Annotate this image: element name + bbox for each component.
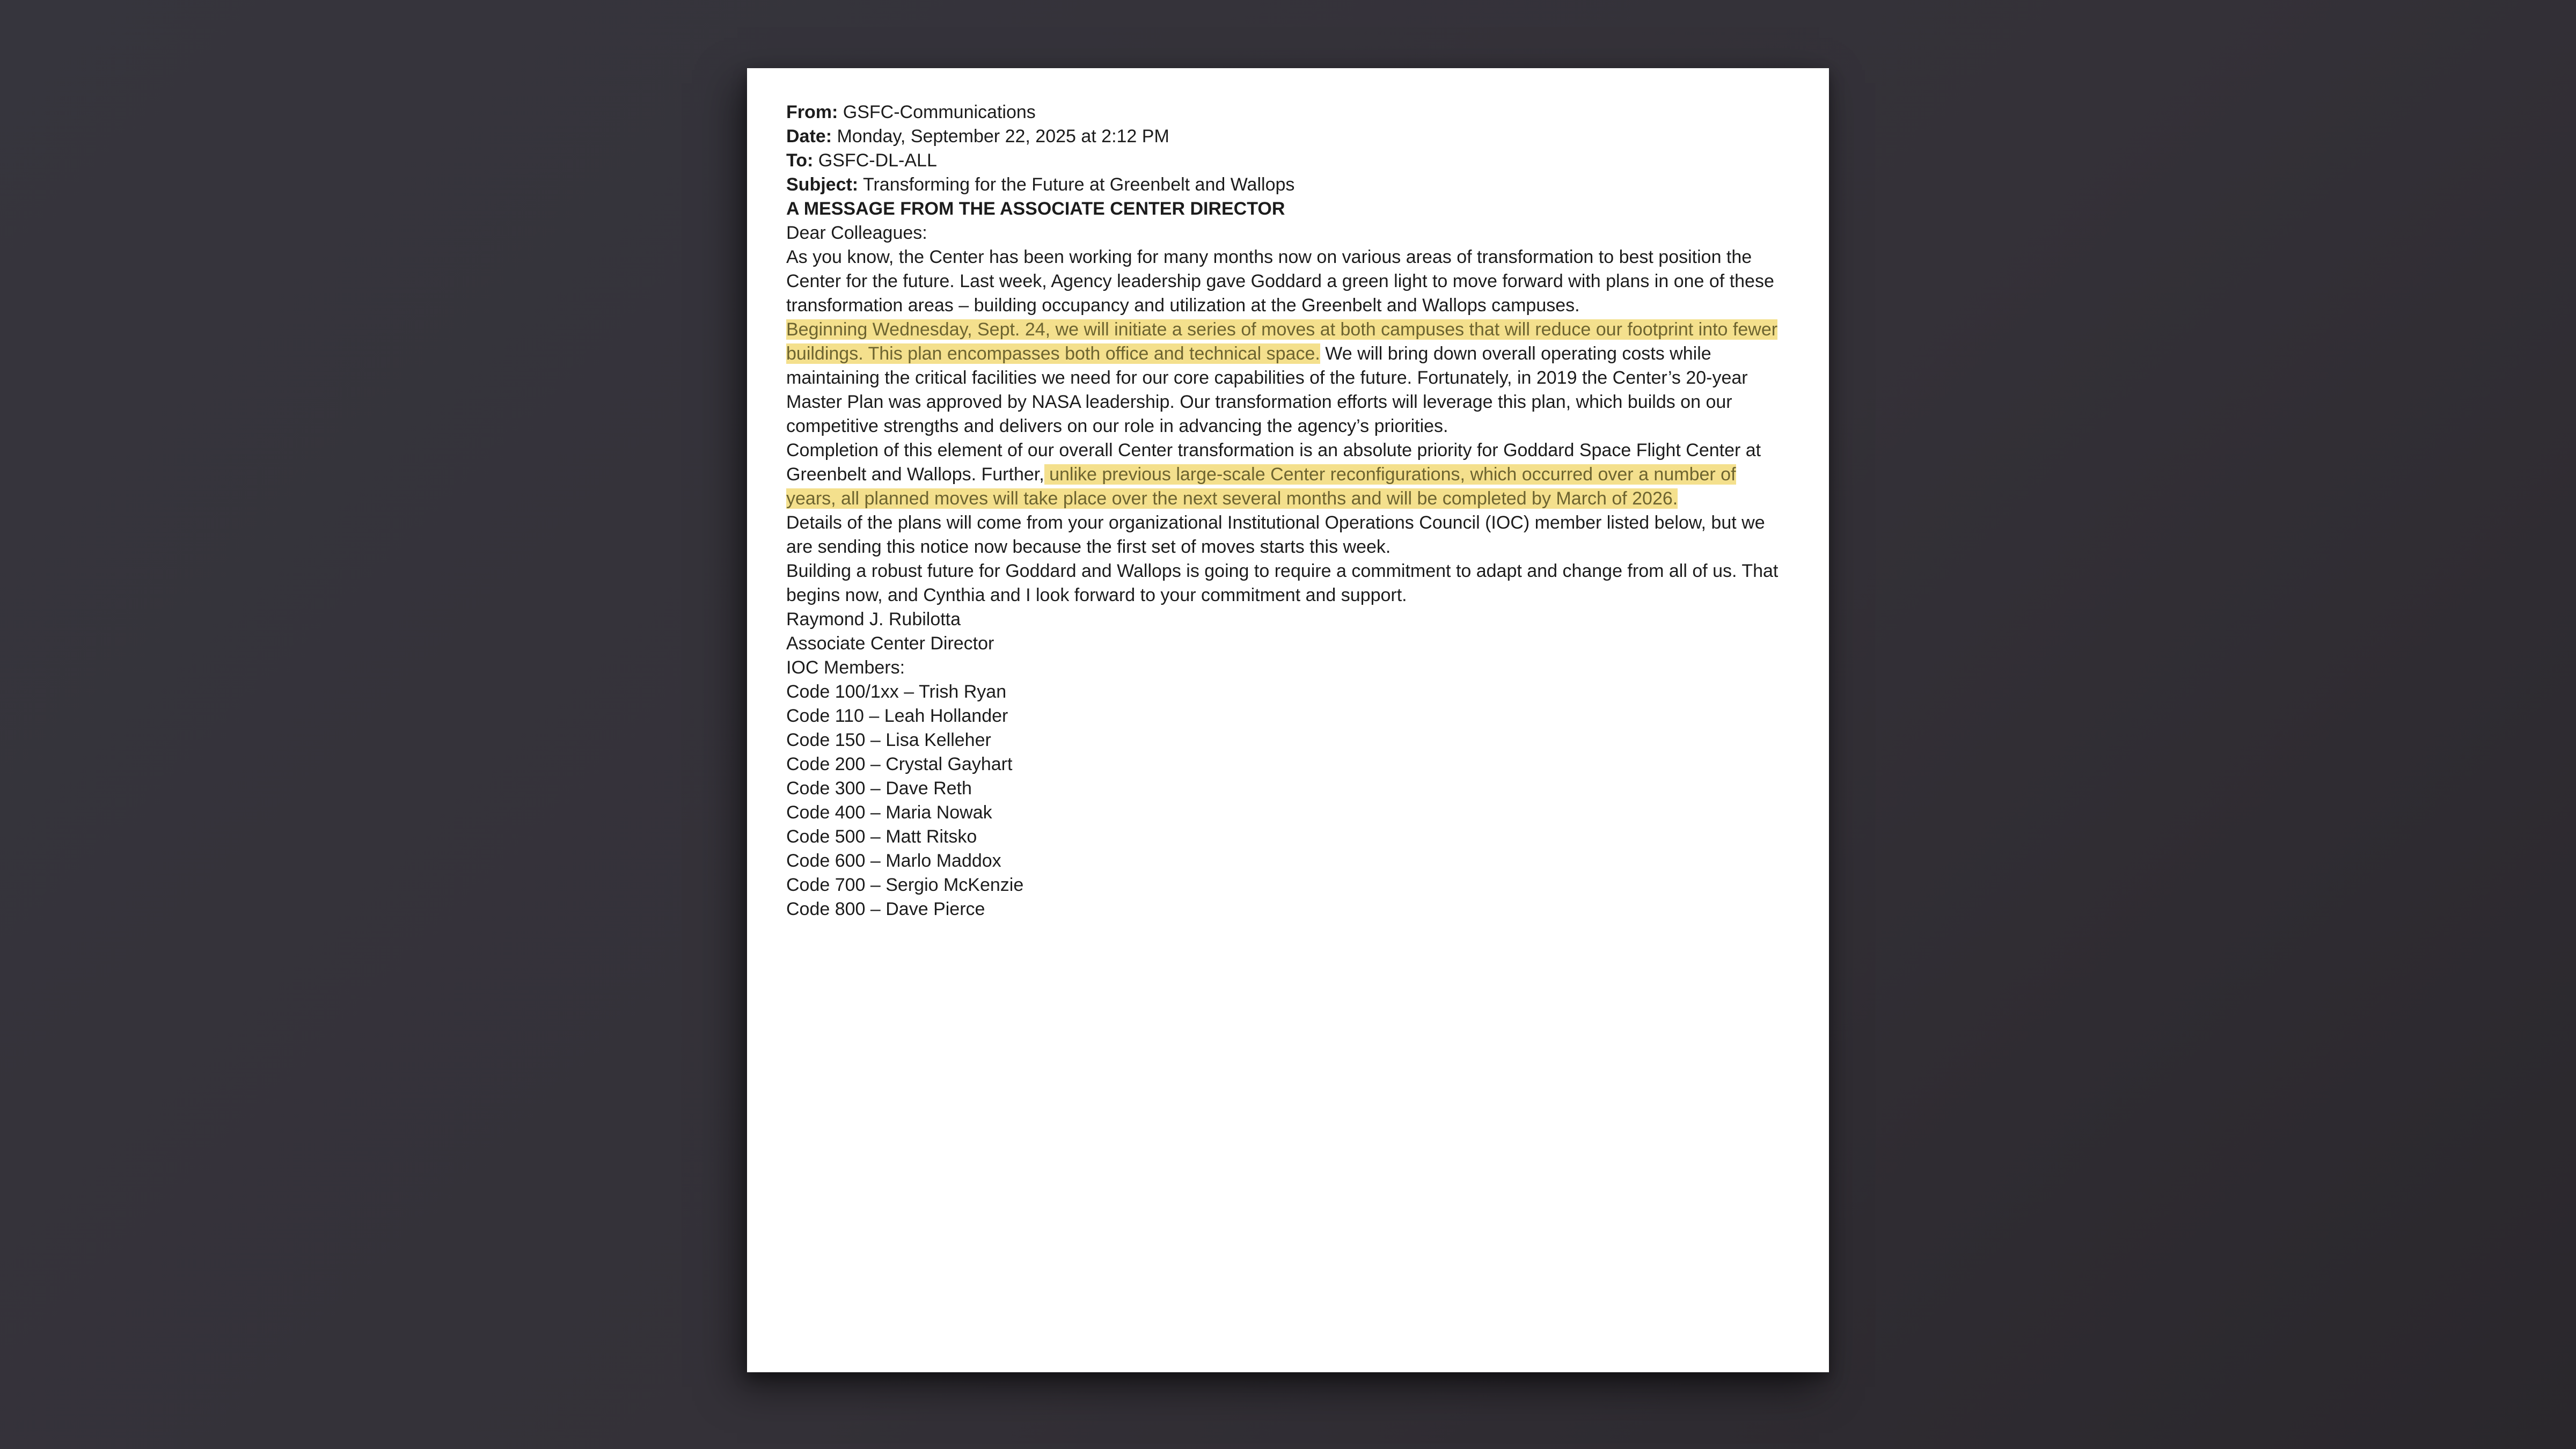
ioc-member-row: Code 150 – Lisa Kelleher xyxy=(786,730,991,750)
signature-title: Associate Center Director xyxy=(786,633,994,654)
highlight-marker: unlike previous large-scale Center reconfigurations, which occurred over a number of years, all planned moves will take place over the next several months and will be completed by March of 2026. xyxy=(786,464,1736,509)
header-line-from xyxy=(786,100,1790,125)
subject-value: Transforming for the Future at Greenbelt and Wallops xyxy=(862,174,1295,195)
date-value: Monday, September 22, 2025 at 2:12 PM xyxy=(837,126,1169,147)
body-paragraph-5: Building a robust future for Goddard and Wallops is going to require a commitment to adapt and change from all of us. That begins now, and Cynthia and I look forward to your commitment and support. xyxy=(786,561,1779,605)
ioc-member-row: Code 600 – Marlo Maddox xyxy=(786,851,1001,871)
ioc-member-row: Code 100/1xx – Trish Ryan xyxy=(786,682,1007,702)
subject-label: Subject: xyxy=(786,174,859,195)
body-paragraph-2 xyxy=(786,318,1790,438)
header-line-date xyxy=(786,125,1790,149)
signature-name: Raymond J. Rubilotta xyxy=(786,609,961,630)
ioc-member-row: Code 300 – Dave Reth xyxy=(786,778,972,799)
paragraph-3-start: Completion of this element of our overall Center transformation is an absolute priority for Goddard Space Flight Center at Greenbelt and Wallops. Further, xyxy=(786,440,1761,485)
header-line-to xyxy=(786,149,1790,173)
paragraph-2-rest: We will bring down overall operating costs while maintaining the critical facilities we need for our core capabilities of the future. Fortunately, in 2019 the Center’s 20-year Master Plan was approved by NASA leadership. Our transformation efforts will leverage this plan, which builds on our competitive strengths and delivers on our role in advancing the agency’s priorities. xyxy=(786,343,1748,436)
salutation: Dear Colleagues: xyxy=(786,223,927,243)
from-label: From: xyxy=(786,102,838,122)
ioc-member-row: Code 110 – Leah Hollander xyxy=(786,706,1008,726)
from-value: GSFC-Communications xyxy=(843,102,1036,122)
ioc-member-row: Code 800 – Dave Pierce xyxy=(786,899,985,919)
ioc-member-row: Code 500 – Matt Ritsko xyxy=(786,826,977,847)
ioc-member-row: Code 700 – Sergio McKenzie xyxy=(786,875,1024,895)
message-title: A MESSAGE FROM THE ASSOCIATE CENTER DIRECTOR xyxy=(786,199,1285,219)
email-page xyxy=(747,68,1829,1372)
body-paragraph-3 xyxy=(786,438,1790,511)
ioc-member-row: Code 200 – Crystal Gayhart xyxy=(786,754,1013,774)
header-line-subject xyxy=(786,173,1790,197)
to-label: To: xyxy=(786,150,814,171)
body-paragraph-1: As you know, the Center has been working for many months now on various areas of transformation to best position the Center for the future. Last week, Agency leadership gave Goddard a green light to move forward with plans in one of these transformation areas – building occupancy and utilization at the Greenbelt and Wallops campuses. xyxy=(786,247,1774,316)
to-value: GSFC-DL-ALL xyxy=(818,150,937,171)
body-paragraph-4: Details of the plans will come from your organizational Institutional Operations Council (IOC) member listed below, but we are sending this notice now because the first set of moves starts this week. xyxy=(786,513,1765,557)
ioc-heading: IOC Members: xyxy=(786,657,905,678)
ioc-member-row: Code 400 – Maria Nowak xyxy=(786,802,992,823)
date-label: Date: xyxy=(786,126,832,147)
highlight-marker: Beginning Wednesday, Sept. 24, we will initiate a series of moves at both campuses that will reduce our footprint into fewer buildings. This plan encompasses both office and technical space. xyxy=(786,319,1778,364)
